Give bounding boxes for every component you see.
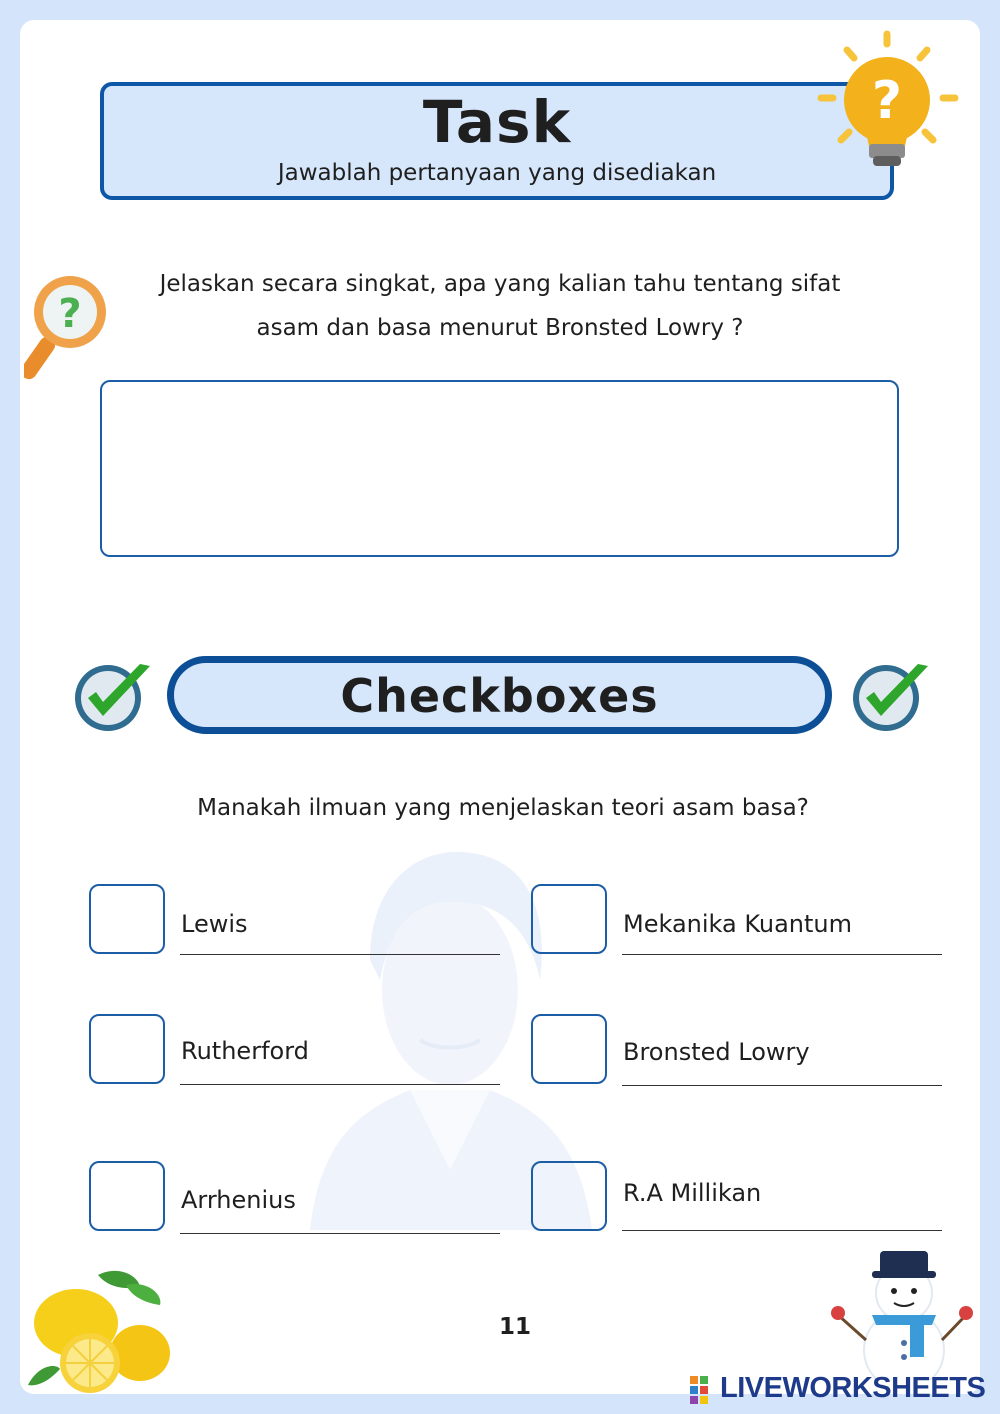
question-1-text (120, 262, 880, 350)
option-label-bronsted-lowry: Bronsted Lowry (623, 1038, 810, 1066)
svg-text:?: ? (58, 291, 82, 337)
option-label-mekanika-kuantum: Mekanika Kuantum (623, 910, 853, 938)
checkbox-bronsted-lowry[interactable] (531, 1014, 607, 1084)
liveworksheets-brand (690, 1370, 990, 1410)
lemon-icon (28, 1265, 173, 1395)
task-header (100, 82, 894, 200)
task-subtitle: Jawablah pertanyaan yang disediakan (277, 160, 717, 186)
option-label-ra-millikan: R.A Millikan (623, 1179, 762, 1207)
magnifier-question-icon (24, 272, 110, 384)
answer-textbox[interactable] (100, 380, 899, 557)
option-underline (180, 1233, 500, 1234)
question-2-text: Manakah ilmuan yang menjelaskan teori asam basa? (197, 795, 809, 821)
question-1-line-1: Jelaskan secara singkat, apa yang kalian tahu tentang sifat (159, 271, 841, 297)
task-title: Task (422, 88, 572, 156)
option-underline (180, 954, 500, 955)
option-label-rutherford: Rutherford (181, 1037, 309, 1065)
option-underline (622, 1230, 942, 1231)
svg-text:?: ? (871, 71, 903, 131)
checkbox-ra-millikan[interactable] (531, 1161, 607, 1231)
option-underline (180, 1084, 500, 1085)
checkboxes-banner (167, 656, 832, 734)
option-label-lewis: Lewis (181, 910, 248, 938)
checkbox-mekanika-kuantum[interactable] (531, 884, 607, 954)
checkbox-arrhenius[interactable] (89, 1161, 165, 1231)
brand-name: LIVEWORKSHEETS (720, 1372, 986, 1404)
page-number: 11 (498, 1314, 531, 1340)
checkmark-badge-icon (848, 656, 932, 736)
liveworksheets-logo-icon (690, 1376, 718, 1404)
question-1-line-2: asam dan basa menurut Bronsted Lowry ? (256, 315, 744, 341)
option-underline (622, 1085, 942, 1086)
option-label-arrhenius: Arrhenius (181, 1186, 296, 1214)
checkbox-rutherford[interactable] (89, 1014, 165, 1084)
lightbulb-question-icon (815, 28, 960, 173)
checkboxes-title: Checkboxes (340, 669, 659, 723)
snowman-icon (826, 1245, 976, 1380)
checkbox-lewis[interactable] (89, 884, 165, 954)
option-underline (622, 954, 942, 955)
checkmark-badge-icon (70, 656, 154, 736)
